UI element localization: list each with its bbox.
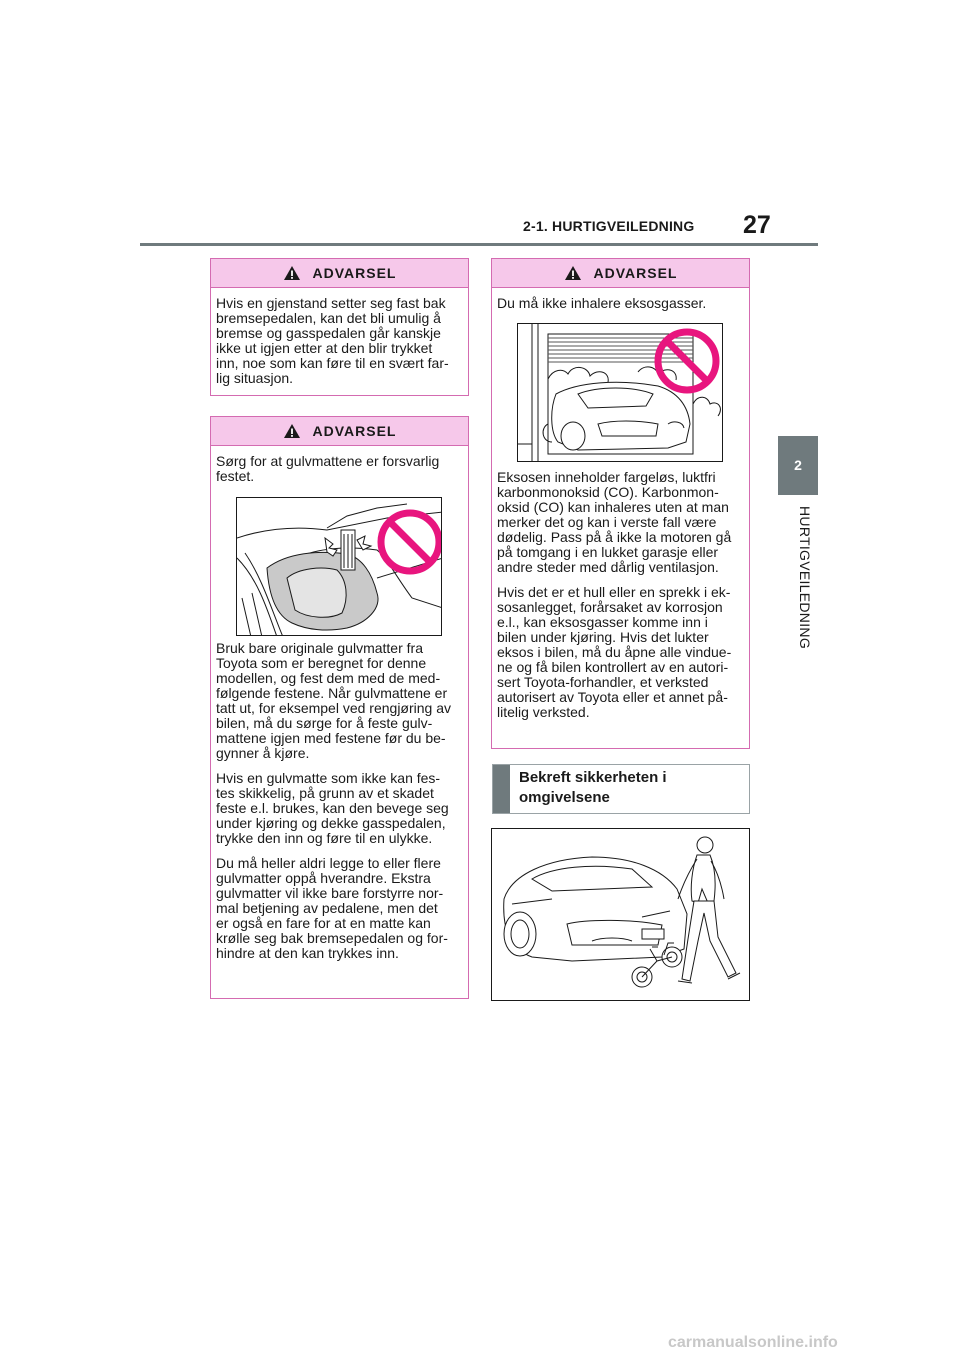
warning-text: Hvis en gjenstand setter seg fast bak bremsepedalen, kan det bli umulig å bremse og gasspedalen går kanskje ikke ut igjen etter at den blir trykket inn, noe som kan føre til en svært far- lig situasjon. [216,295,449,386]
chapter-tab: 2 [778,436,818,495]
warning-header [211,417,468,446]
warning-triangle-icon [283,265,301,281]
warning-header [492,259,749,288]
surroundings-check-illustration [491,828,750,1001]
warning-triangle-icon [283,423,301,439]
warning-title: ADVARSEL [312,265,397,281]
warning-triangle-icon [564,265,582,281]
warning-paragraph: Hvis det er et hull eller en sprekk i ek- sosanlegget, forårsaket av korrosjon e.l., kan eksosgasser komme inn i bilen under kjøring. Hvis det lukter eksos i bilen, må du åpne alle vindue- ne og få bilen kontrollert av en autori- sert Toyota-forhandler, et verksted autorisert av Toyota eller et annet på- litelig verksted. [497,584,732,720]
floor-mat-illustration [236,497,442,636]
warning-header [211,259,468,288]
warning-paragraph: Eksosen inneholder fargeløs, luktfri karbonmonoksid (CO). Karbonmon- oksid (CO) kan inhaleres uten at man merker det og kan i verste fall være dødelig. Pass på å ikke la motoren gå på tomgang i en lukket garasje eller andre steder med dårlig ventilasjon. [497,469,732,575]
topic-title: Bekreft sikkerheten i omgivelsene [519,769,667,806]
prohibition-icon [658,332,716,390]
warning-box-brake-pedal [210,258,469,396]
page-number: 27 [743,211,771,239]
warning-paragraph: Du må heller aldri legge to eller flere gulvmatter oppå hverandre. Ekstra gulvmatter vil ikke bare forstyrre nor- mal betjening av pedalene, men det er også en fare for at en matte kan krølle seg bak bremsepedalen og for- hindre at den kan trykkes inn. [216,855,448,961]
garage-exhaust-illustration [517,323,723,462]
watermark-text: carmanualsonline.info [668,1334,838,1351]
prohibition-icon [381,513,439,571]
warning-paragraph: Hvis en gulvmatte som ikke kan fes- tes skikkelig, på grunn av et skadet feste e.l. brukes, kan den bevege seg under kjøring og dekke gasspedalen, trykke den inn og føre til en ulykke. [216,770,449,846]
warning-paragraph: Bruk bare originale gulvmatter fra Toyota som er beregnet for denne modellen, og fest dem med de med- følgende festene. Når gulvmattene er tatt ut, for eksempel ved rengjøring av bilen, må du sørge for å feste gulv- mattene igjen med festene før du be- gynner å kjøre. [216,640,451,761]
warning-intro: Sørg for at gulvmattene er forsvarlig festet. [216,453,440,484]
topic-heading [492,764,750,814]
topic-accent-bar [493,765,510,813]
warning-title: ADVARSEL [593,265,678,281]
section-title: 2-1. HURTIGVEILEDNING [523,218,695,234]
warning-intro: Du må ikke inhalere eksosgasser. [497,295,707,311]
chapter-side-label: HURTIGVEILEDNING [797,506,813,650]
warning-title: ADVARSEL [312,423,397,439]
header-divider [140,243,818,246]
